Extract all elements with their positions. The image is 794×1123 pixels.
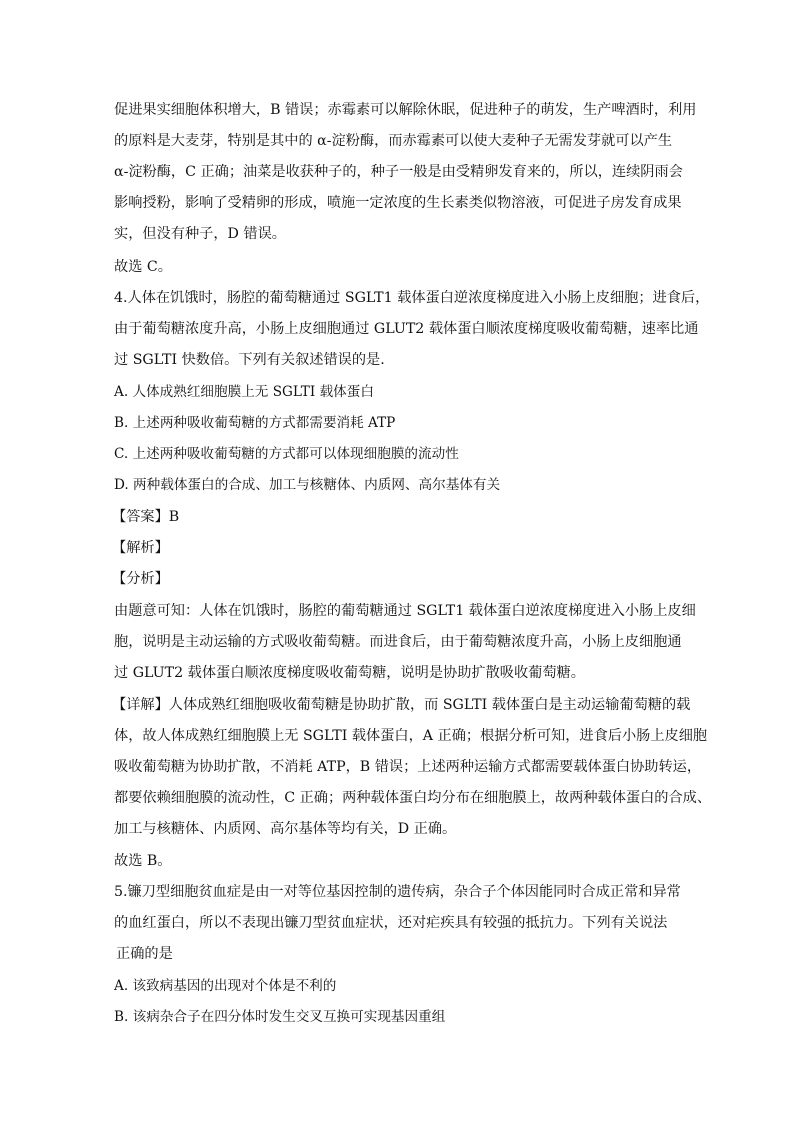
q4-option-b: B. 上述两种吸收葡萄糖的方式都需要消耗 ATP <box>114 415 396 431</box>
q4-detail-line: 都要依赖细胞膜的流动性，C 正确；两种载体蛋白均分布在细胞膜上，故两种载体蛋白的合成、 <box>114 790 712 806</box>
q5-stem-line: 正确的是 <box>116 946 173 962</box>
q4-option-a: A. 人体成熟红细胞膜上无 SGLTI 载体蛋白 <box>114 384 374 400</box>
paragraph-line: α-淀粉酶，C 正确；油菜是收获种子的，种子一般是由受精卵发育来的，所以，连续阴雨会 <box>114 164 683 180</box>
q4-detail-line: 吸收葡萄糖为协助扩散，不消耗 ATP，B 错误；上述两种运输方式都需要载体蛋白协助转运， <box>114 759 702 775</box>
q4-fenxi-line: 胞，说明是主动运输的方式吸收葡萄糖。而进食后，由于葡萄糖浓度升高，小肠上皮细胞通 <box>114 634 682 650</box>
q4-conclusion: 故选 B。 <box>114 853 172 869</box>
q4-detail-line: 加工与核糖体、内质网、高尔基体等均有关，D 正确。 <box>114 821 457 837</box>
q4-analysis-heading: 【解析】 <box>112 540 169 556</box>
q4-fenxi-line: 过 GLUT2 载体蛋白顺浓度梯度吸收葡萄糖，说明是协助扩散吸收葡萄糖。 <box>114 665 585 681</box>
q5-stem-line: 的血红蛋白，所以不表现出镰刀型贫血症状，还对疟疾具有较强的抵抗力。下列有关说法 <box>114 915 668 931</box>
q4-option-c: C. 上述两种吸收葡萄糖的方式都可以体现细胞膜的流动性 <box>114 446 459 462</box>
q4-detail-line: 体，故人体成熟红细胞膜上无 SGLTI 载体蛋白，A 正确；根据分析可知，进食后小肠上皮细胞 <box>114 728 708 744</box>
q4-stem-line: 4.人体在饥饿时，肠腔的葡萄糖通过 SGLT1 载体蛋白逆浓度梯度进入小肠上皮细胞；进食后， <box>114 290 710 306</box>
q4-answer: 【答案】B <box>112 509 180 525</box>
paragraph-line: 促进果实细胞体积增大，B 错误；赤霉素可以解除休眠，促进种子的萌发，生产啤酒时，利用 <box>114 102 697 118</box>
q5-option-b: B. 该病杂合子在四分体时发生交叉互换可实现基因重组 <box>114 1009 446 1025</box>
q4-stem-line: 由于葡萄糖浓度升高，小肠上皮细胞通过 GLUT2 载体蛋白顺浓度梯度吸收葡萄糖，速率比通 <box>114 321 699 337</box>
paragraph-line: 实，但没有种子，D 错误。 <box>114 226 286 242</box>
q3-conclusion: 故选 C。 <box>114 259 172 275</box>
paragraph-line: 影响授粉，影响了受精卵的形成，喷施一定浓度的生长素类似物溶液，可促进子房发育成果 <box>114 195 682 211</box>
q4-option-d: D. 两种载体蛋白的合成、加工与核糖体、内质网、高尔基体有关 <box>114 477 501 493</box>
q5-stem-line: 5.镰刀型细胞贫血症是由一对等位基因控制的遗传病，杂合子个体因能同时合成正常和异常 <box>114 884 681 900</box>
paragraph-line: 的原料是大麦芽，特别是其中的 α-淀粉酶，而赤霉素可以使大麦种子无需发芽就可以产生 <box>114 133 673 149</box>
q4-fenxi-line: 由题意可知：人体在饥饿时，肠腔的葡萄糖通过 SGLT1 载体蛋白逆浓度梯度进入小肠上皮细 <box>114 603 696 619</box>
q4-stem-line: 过 SGLTI 快数倍。下列有关叙述错误的是. <box>114 352 385 368</box>
q4-fenxi-heading: 【分析】 <box>112 571 169 587</box>
q4-detail-line: 【详解】人体成熟红细胞吸收葡萄糖是协助扩散，而 SGLTI 载体蛋白是主动运输葡萄糖的载 <box>112 697 691 713</box>
q5-option-a: A. 该致病基因的出现对个体是不利的 <box>114 978 337 994</box>
